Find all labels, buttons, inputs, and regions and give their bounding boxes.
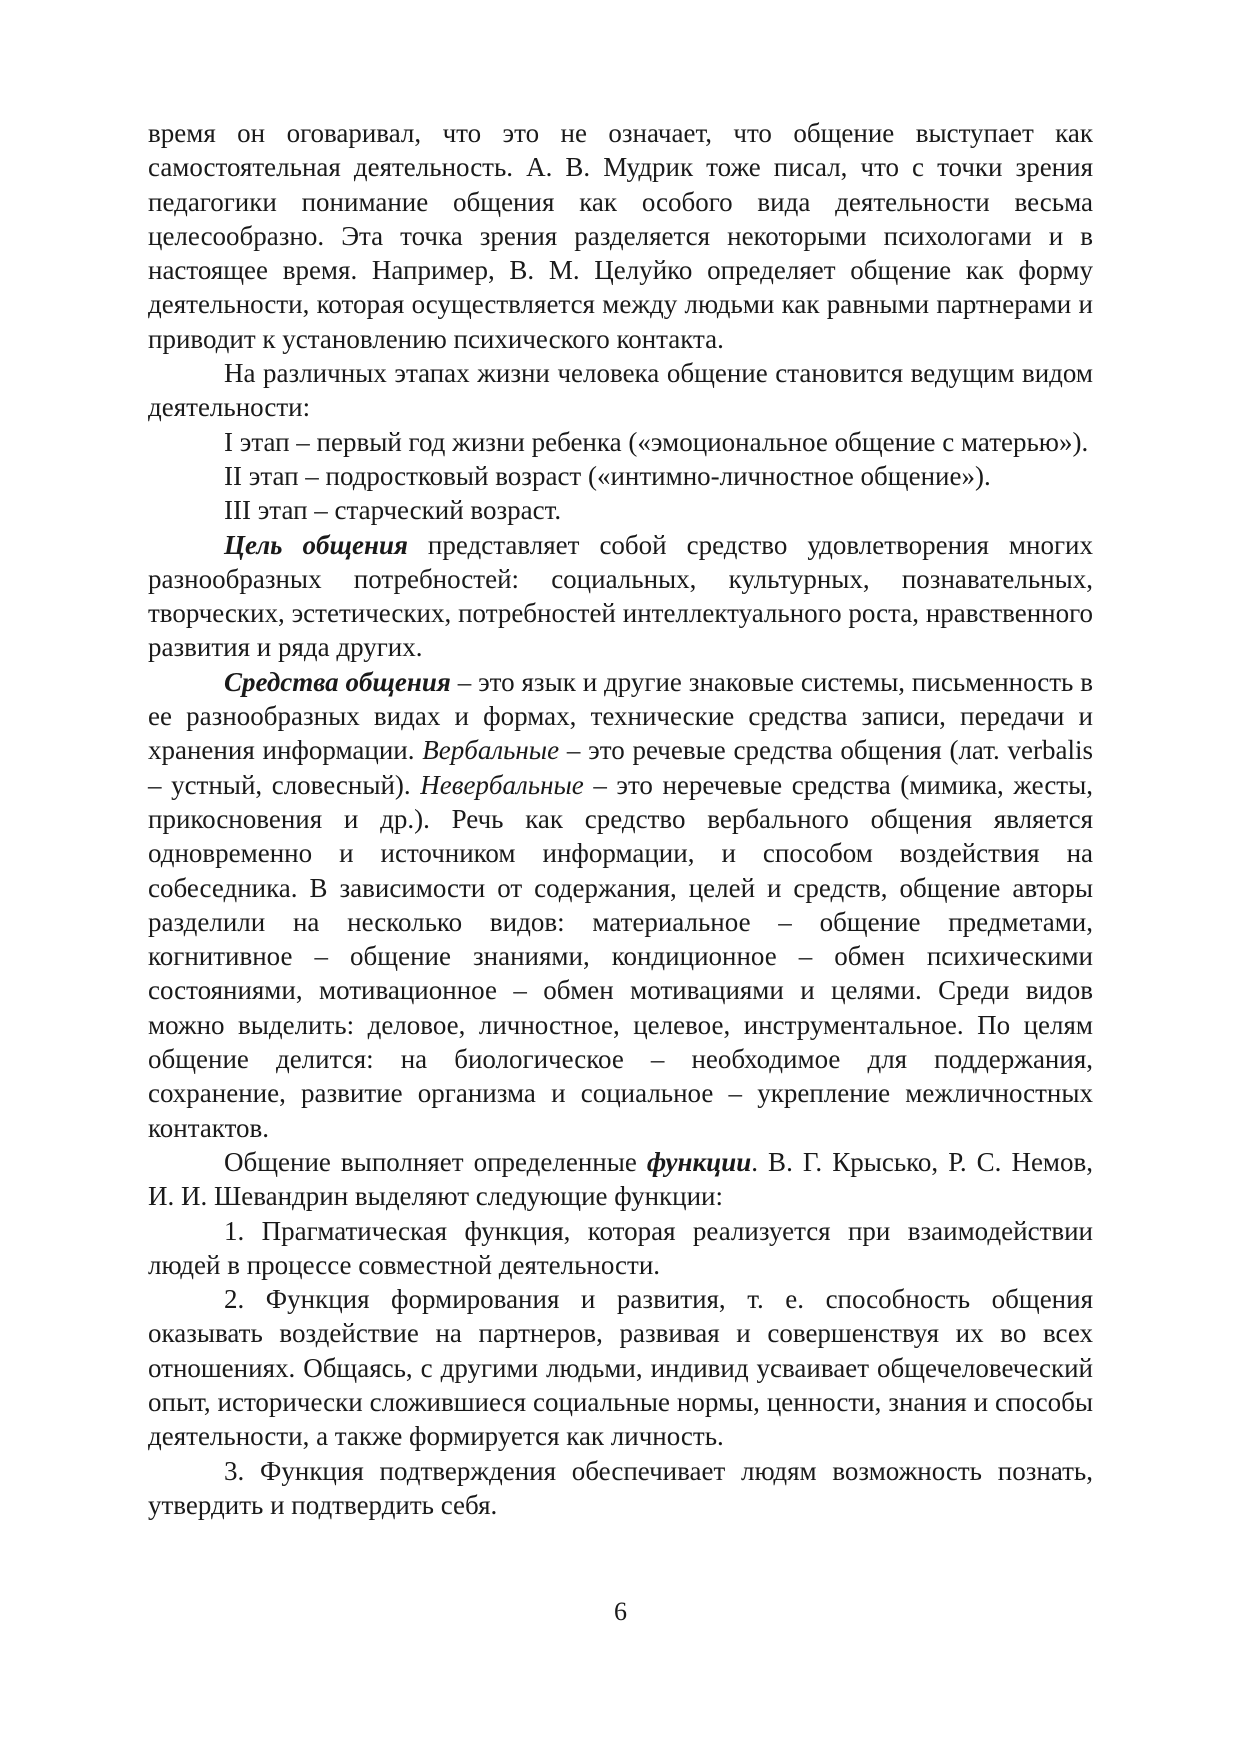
page-body bbox=[148, 116, 1093, 1522]
stage-2: II этап – подростковый возраст («интимно-личностное общение»). bbox=[224, 460, 991, 491]
term-verbal: Вербальные bbox=[422, 735, 560, 766]
paragraph-functions bbox=[148, 1145, 1093, 1214]
function-2: 2. Функция формирования и развития, т. е. способность общения оказывать воздействие на партнеров, развивая и совершенствуя их во всех отношениях. Общаясь, с другими людьми, индивид усваивает общечеловеческий опыт, исторически сложившиеся социальные нормы, ценности, знания и способы деятельности, а также формируется как личность. bbox=[148, 1284, 1093, 1452]
paragraph-goal-text: представляет собой средство удовлетворения многих разнообразных потребностей: социальных, культурных, познавательных, творческих, эстетических, потребностей интеллектуального роста, нравственного развития и ряда других. bbox=[148, 529, 1093, 663]
paragraph-continuation: время он оговаривал, что это не означает, что общение выступает как самостоятельная деятельность. А. В. Мудрик тоже писал, что с точки зрения педагогики понимание общения как особого вида деятельности весьма целесообразно. Эта точка зрения разделяется некоторыми психологами и в настоящее время. Например, В. М. Целуйко определяет общение как форму деятельности, которая осуществляется между людьми как равными партнерами и приводит к установлению психического контакта. bbox=[148, 118, 1093, 354]
function-3: 3. Функция подтверждения обеспечивает людям возможность познать, утвердить и подтвердить себя. bbox=[148, 1455, 1093, 1520]
stage-3: III этап – старческий возраст. bbox=[224, 495, 562, 526]
term-means: Средства общения bbox=[224, 666, 451, 697]
paragraph-means-text-b: – это речевые средства общения (лат. verbalis – устный, словесный). bbox=[148, 735, 1093, 800]
term-goal: Цель общения bbox=[224, 529, 408, 560]
term-functions: функции bbox=[646, 1146, 752, 1177]
paragraph-functions-text-b: . В. Г. Крысько, Р. С. Немов, И. И. Шевандрин выделяют следующие функции: bbox=[148, 1146, 1094, 1212]
paragraph-functions-text-a: Общение выполняет определенные bbox=[224, 1146, 647, 1177]
page-number: 6 bbox=[614, 1597, 627, 1626]
function-1: 1. Прагматическая функция, которая реализуется при взаимодействии людей в процессе совместной деятельности. bbox=[148, 1215, 1093, 1280]
paragraph-means bbox=[148, 665, 1093, 1145]
paragraph-stages-intro: На различных этапах жизни человека общение становится ведущим видом деятельности: bbox=[148, 358, 1093, 423]
paragraph-goal bbox=[148, 528, 1093, 665]
paragraph-means-text-a: – это язык и другие знаковые системы, письменность в ее разнообразных видах и формах, технические средства записи, передачи и хранения информации. bbox=[148, 666, 1093, 766]
term-nonverbal: Невербальные bbox=[420, 769, 584, 800]
paragraph-means-text-c: – это неречевые средства (мимика, жесты, прикосновения и др.). Речь как средство вербального общения является одновременно и источником информации, и способом воздействия на собеседника. В зависимости от содержания, целей и средств, общение авторы разделили на несколько видов: материальное – общение предметами, когнитивное – общение знаниями, кондиционное – обмен психическими состояниями, мотивационное – обмен мотивациями и целями. Среди видов можно выделить: деловое, личностное, целевое, инструментальное. По целям общение делится: на биологическое – необходимое для поддержания, сохранение, развитие организма и социальное – укрепление межличностных контактов. bbox=[148, 769, 1094, 1143]
stage-1: I этап – первый год жизни ребенка («эмоциональное общение с матерью»). bbox=[224, 426, 1089, 457]
